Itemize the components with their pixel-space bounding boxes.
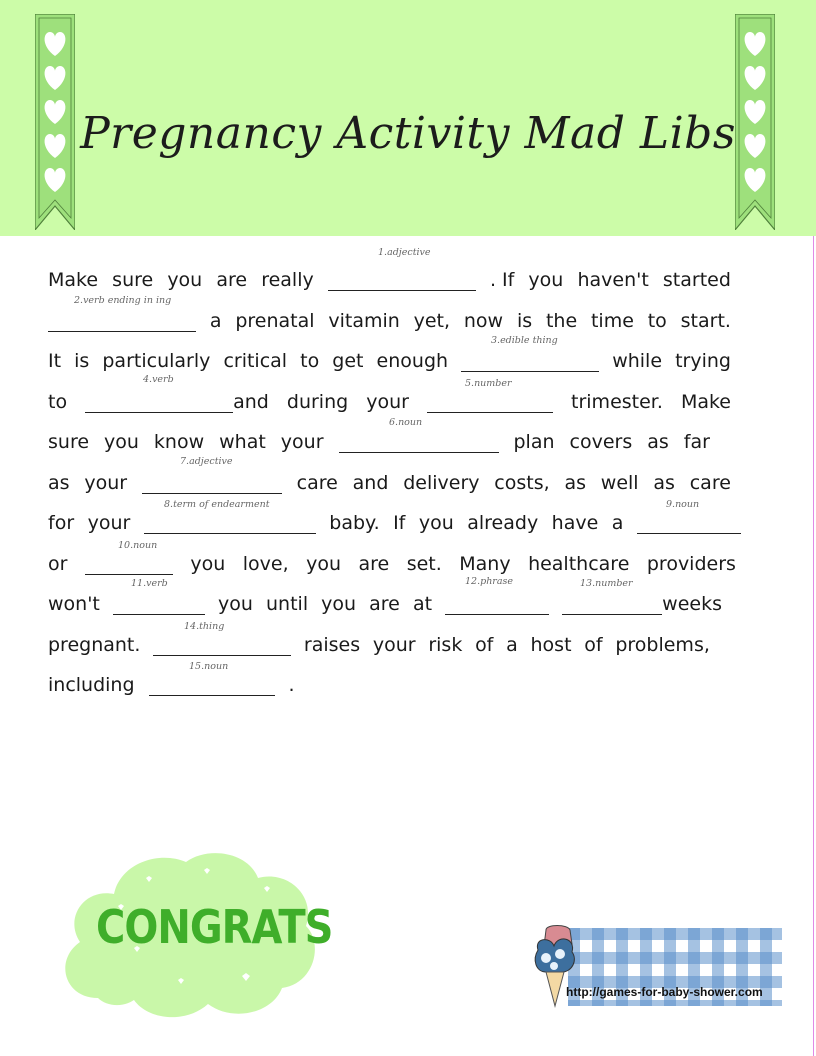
word: . If — [489, 269, 515, 291]
word: trying — [675, 350, 731, 372]
blank-6[interactable] — [339, 432, 499, 453]
word: at — [412, 593, 433, 615]
word: to — [300, 350, 320, 372]
word: you — [104, 431, 139, 453]
word: problems, — [615, 634, 710, 656]
word: and — [352, 472, 389, 494]
header-banner — [0, 0, 816, 236]
word: while — [612, 350, 663, 372]
word: start. — [680, 310, 731, 332]
word: really — [261, 269, 314, 291]
word: is — [74, 350, 90, 372]
word: weeks — [662, 593, 722, 615]
word: delivery — [403, 472, 480, 494]
word: of — [584, 634, 603, 656]
hint-6: 6.noun — [389, 417, 423, 428]
word: started — [662, 269, 731, 291]
word: you — [218, 593, 253, 615]
blank-9[interactable] — [637, 513, 741, 534]
word: . — [288, 674, 295, 696]
blank-8[interactable] — [144, 513, 316, 534]
word: for — [48, 512, 75, 534]
word: a — [506, 634, 518, 656]
word: to — [48, 391, 68, 413]
madlib-line-11 — [48, 669, 731, 701]
page-title: Pregnancy Activity Mad Libs — [80, 108, 736, 159]
hint-11: 11.verb — [131, 578, 168, 589]
word: enough — [376, 350, 449, 372]
word: you — [190, 553, 226, 575]
word: as — [647, 431, 669, 453]
word: time — [590, 310, 634, 332]
word: you — [306, 553, 342, 575]
word: critical — [223, 350, 288, 372]
blank-10[interactable] — [85, 554, 173, 575]
word: until — [266, 593, 309, 615]
blank-12[interactable] — [445, 594, 549, 615]
word: already — [467, 512, 539, 534]
word: get — [332, 350, 364, 372]
hint-3: 3.edible thing — [491, 335, 558, 346]
word: is — [516, 310, 533, 332]
blank-2[interactable] — [48, 311, 196, 332]
word: risk — [428, 634, 463, 656]
footer-url[interactable]: http://games-for-baby-shower.com — [566, 985, 763, 999]
word: baby. — [329, 512, 380, 534]
blank-14[interactable] — [153, 635, 291, 656]
hint-8: 8.term of endearment — [164, 499, 270, 510]
hint-14: 14.thing — [184, 621, 225, 632]
word: sure — [112, 269, 154, 291]
word: raises — [303, 634, 361, 656]
word: sure — [48, 431, 90, 453]
hint-7: 7.adjective — [180, 456, 233, 467]
word: If — [393, 512, 406, 534]
blank-4[interactable] — [85, 392, 233, 413]
madlib-line-1 — [48, 264, 731, 296]
hint-2: 2.verb ending in ing — [74, 295, 172, 306]
word: trimester. — [571, 391, 663, 413]
word: know — [153, 431, 205, 453]
madlib-line-2 — [48, 305, 731, 337]
word: host — [530, 634, 572, 656]
word: love, — [242, 553, 289, 575]
word: your — [84, 472, 128, 494]
word: you — [167, 269, 203, 291]
word: as — [48, 472, 70, 494]
word: set. — [406, 553, 442, 575]
word: you — [321, 593, 357, 615]
word: are — [358, 553, 390, 575]
word: to — [647, 310, 667, 332]
word: pregnant. — [48, 634, 141, 656]
word: your — [372, 634, 416, 656]
madlib-line-8 — [48, 548, 736, 580]
word: a — [209, 310, 222, 332]
madlib-line-3 — [48, 345, 731, 377]
madlib-line-9 — [48, 588, 722, 620]
page-border-line — [813, 236, 814, 1056]
blank-13[interactable] — [562, 594, 662, 615]
madlib-line-4 — [48, 386, 731, 418]
hint-4: 4.verb — [143, 374, 174, 385]
hint-5: 5.number — [465, 378, 512, 389]
blank-3[interactable] — [461, 351, 599, 372]
hint-13: 13.number — [580, 578, 633, 589]
blank-11[interactable] — [113, 594, 205, 615]
word: including — [48, 674, 135, 696]
blank-1[interactable] — [328, 270, 476, 291]
word: care — [689, 472, 731, 494]
madlib-line-5 — [48, 426, 710, 458]
word: prenatal — [235, 310, 315, 332]
word: Make — [48, 269, 99, 291]
congrats-text: CONGRATS — [96, 901, 333, 955]
word: well — [600, 472, 639, 494]
word: are — [216, 269, 248, 291]
blank-5[interactable] — [427, 392, 553, 413]
blank-15[interactable] — [149, 675, 275, 696]
word: have — [551, 512, 599, 534]
word: your — [280, 431, 324, 453]
hint-12: 12.phrase — [465, 576, 514, 587]
word: won't — [48, 593, 100, 615]
word: It — [48, 350, 62, 372]
word: you — [528, 269, 564, 291]
word: Make — [680, 391, 731, 413]
hint-9: 9.noun — [666, 499, 700, 510]
word: yet, — [413, 310, 451, 332]
word: far — [683, 431, 710, 453]
hint-10: 10.noun — [118, 540, 158, 551]
word: Many — [459, 553, 511, 575]
word: care — [296, 472, 338, 494]
word: are — [369, 593, 400, 615]
word: vitamin — [328, 310, 400, 332]
word: your — [366, 391, 409, 413]
word: you — [418, 512, 454, 534]
word: or — [48, 553, 68, 575]
blank-7[interactable] — [142, 473, 282, 494]
word: of — [475, 634, 494, 656]
hint-15: 15.noun — [189, 661, 229, 672]
blank-with-suffix — [562, 593, 722, 615]
hint-1: 1.adjective — [378, 247, 431, 258]
madlib-line-6 — [48, 467, 731, 499]
word: plan — [513, 431, 555, 453]
blank-with-suffix — [85, 391, 269, 413]
madlib-line-10 — [48, 629, 710, 661]
word: the — [545, 310, 578, 332]
word: costs, — [494, 472, 550, 494]
madlib-line-7 — [48, 507, 741, 539]
word: healthcare — [528, 553, 630, 575]
word: as — [564, 472, 586, 494]
word: during — [286, 391, 349, 413]
word: haven't — [577, 269, 649, 291]
word: now — [463, 310, 504, 332]
word: what — [219, 431, 266, 453]
word: covers — [569, 431, 633, 453]
word: providers — [646, 553, 736, 575]
word: your — [87, 512, 131, 534]
word: particularly — [102, 350, 211, 372]
word: as — [653, 472, 675, 494]
word: and — [233, 391, 269, 413]
word: a — [611, 512, 624, 534]
